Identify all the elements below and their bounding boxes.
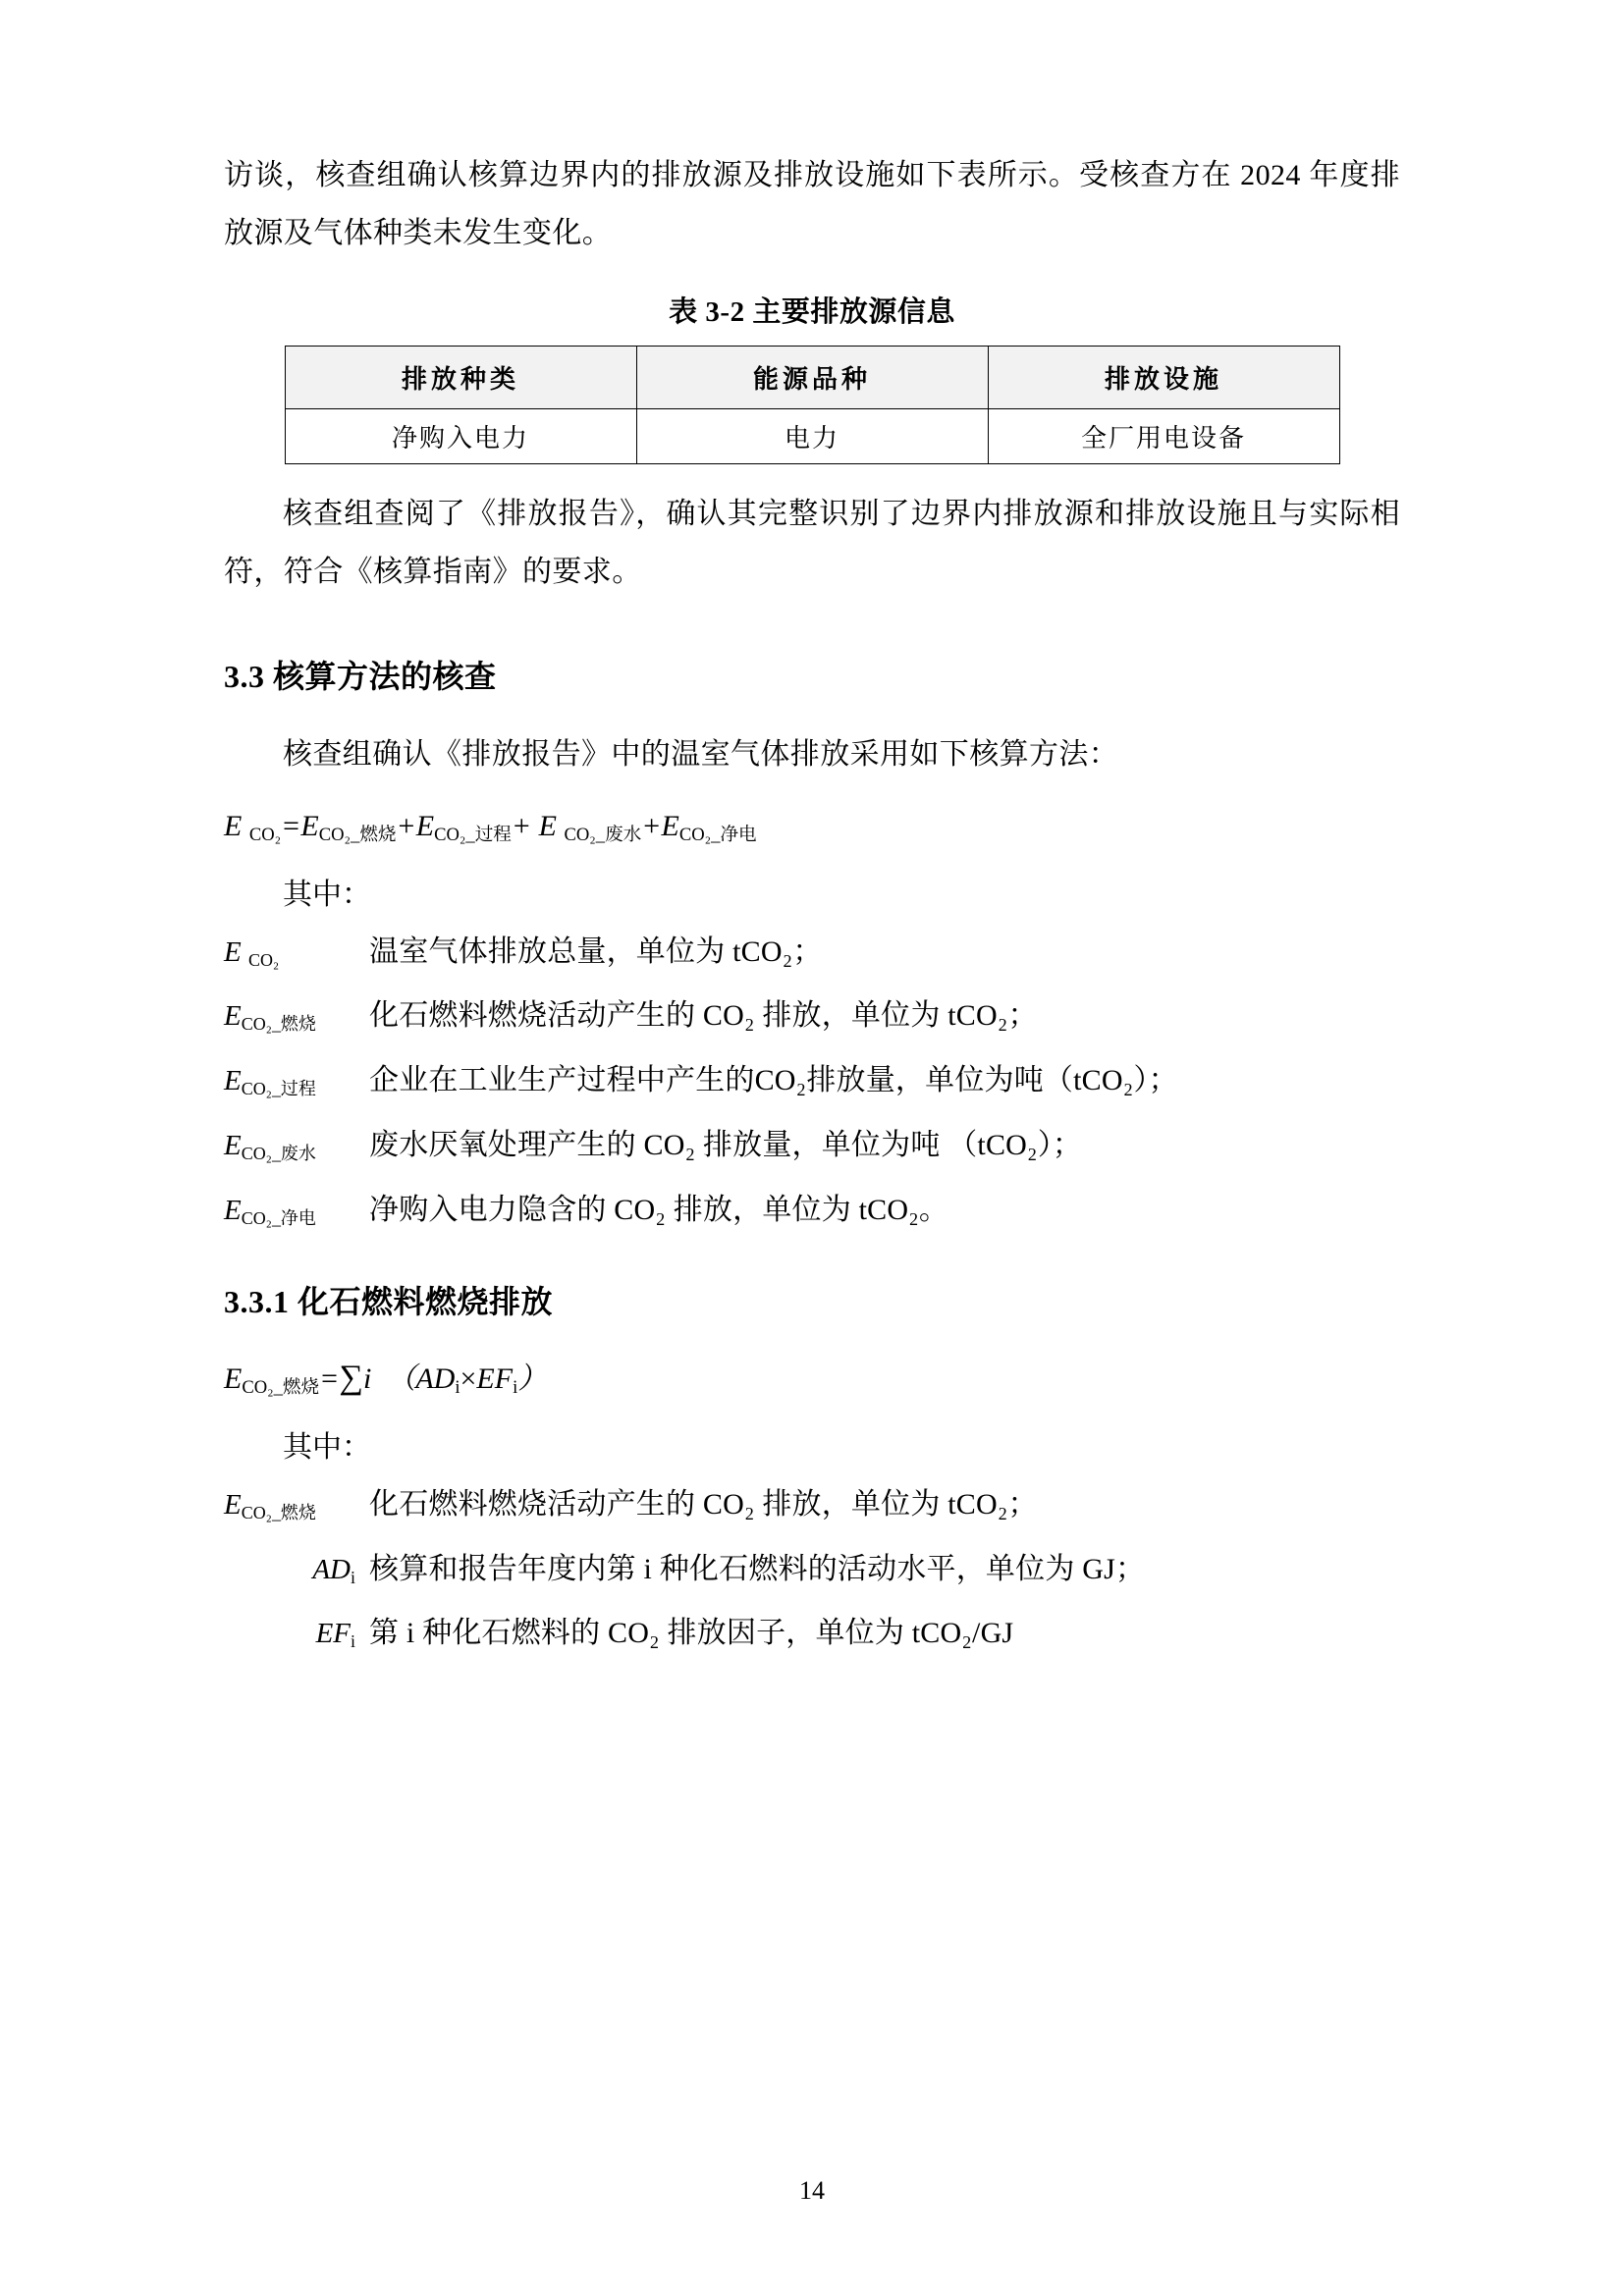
definition-row: [224, 990, 1400, 1036]
definition-term: $E_{CO_2\_过程}$: [224, 1064, 316, 1098]
definition-description: 化石燃料燃烧活动产生的 CO₂ 排放，单位为 tCO₂；: [369, 1488, 1038, 1522]
definition-term: $E_{CO_2\_净电}$: [224, 1194, 316, 1228]
definition-row: [224, 1608, 1400, 1652]
table-cell-energy-type: 电力: [636, 409, 988, 464]
emission-source-table: [285, 346, 1340, 464]
table-cell-facility: 全厂用电设备: [988, 409, 1339, 464]
table-header-cell-energy-type: 能源品种: [636, 347, 988, 409]
intro-paragraph: 访谈，核查组确认核算边界内的排放源及排放设施如下表所示。受核查方在 2024 年度排放源及气体种类未发生变化。: [224, 159, 1400, 249]
table-row: [285, 409, 1339, 464]
definition-row: [224, 1479, 1400, 1524]
definition-row: [224, 1055, 1400, 1100]
definition-row: [224, 1185, 1400, 1230]
definition-description: 化石燃料燃烧活动产生的 CO₂ 排放，单位为 tCO₂；: [369, 998, 1038, 1032]
definition-description: 第 i 种化石燃料的 CO₂ 排放因子，单位为 tCO₂/GJ: [369, 1617, 1014, 1650]
definition-list-combustion: [224, 1479, 1400, 1652]
definition-row: [224, 1544, 1400, 1588]
table-header-cell-facility: 排放设施: [988, 347, 1339, 409]
table-header-cell-emission-type: 排放种类: [285, 347, 636, 409]
section-heading-3-3-1: 3.3.1 化石燃料燃烧排放: [224, 1283, 554, 1319]
definition-term: $AD_i$: [312, 1554, 355, 1588]
definition-description: 净购入电力隐含的 CO₂ 排放，单位为 tCO₂。: [369, 1193, 949, 1226]
definition-description: 核算和报告年度内第 i 种化石燃料的活动水平，单位为 GJ；: [369, 1553, 1146, 1586]
where-label-1: 其中：: [283, 878, 371, 911]
definition-term: $E_{CO_2\_废水}$: [224, 1129, 316, 1163]
after-table-paragraph: 核查组查阅了《排放报告》，确认其完整识别了边界内排放源和排放设施且与实际相符，符合《核算指南》的要求。: [224, 498, 1400, 588]
definition-term: $E_{CO_2\_燃烧}$: [224, 1489, 316, 1523]
page-number: 14: [799, 2176, 825, 2205]
definition-term: E $_{CO_2}$: [224, 935, 280, 970]
definition-term: $EF_i$: [315, 1618, 355, 1652]
method-intro-paragraph: 核查组确认《排放报告》中的温室气体排放采用如下核算方法：: [283, 738, 1119, 771]
formula-total-emissions: E $_{CO_2}=E_{CO_2\_燃烧}+E_{CO_2\_过程}+ E$ $_{CO_2\_废水}+E_{CO_2\_净电}$: [224, 809, 757, 845]
definition-row: [224, 1120, 1400, 1165]
table-cell-emission-type: 净购入电力: [285, 409, 636, 464]
definition-description: 温室气体排放总量，单位为 tCO₂；: [369, 934, 823, 968]
definition-description: 废水厌氧处理产生的 CO₂ 排放量，单位为吨 （tCO₂）；: [369, 1128, 1083, 1161]
definition-term: $E_{CO_2\_燃烧}$: [224, 999, 316, 1034]
where-label-2: 其中：: [283, 1431, 371, 1465]
definition-description: 企业在工业生产过程中产生的CO₂排放量，单位为吨（tCO₂）；: [369, 1063, 1178, 1096]
table-header-row: [285, 347, 1339, 409]
table-caption: 表 3-2 主要排放源信息: [669, 296, 955, 328]
formula-combustion-emissions: $E_{CO_2\_燃烧}=\sum i$ $(AD_i\times EF_i)$: [224, 1358, 548, 1399]
definition-row: [224, 927, 1400, 971]
section-heading-3-3: 3.3 核算方法的核查: [224, 659, 497, 694]
definition-list-total: [224, 927, 1400, 1230]
